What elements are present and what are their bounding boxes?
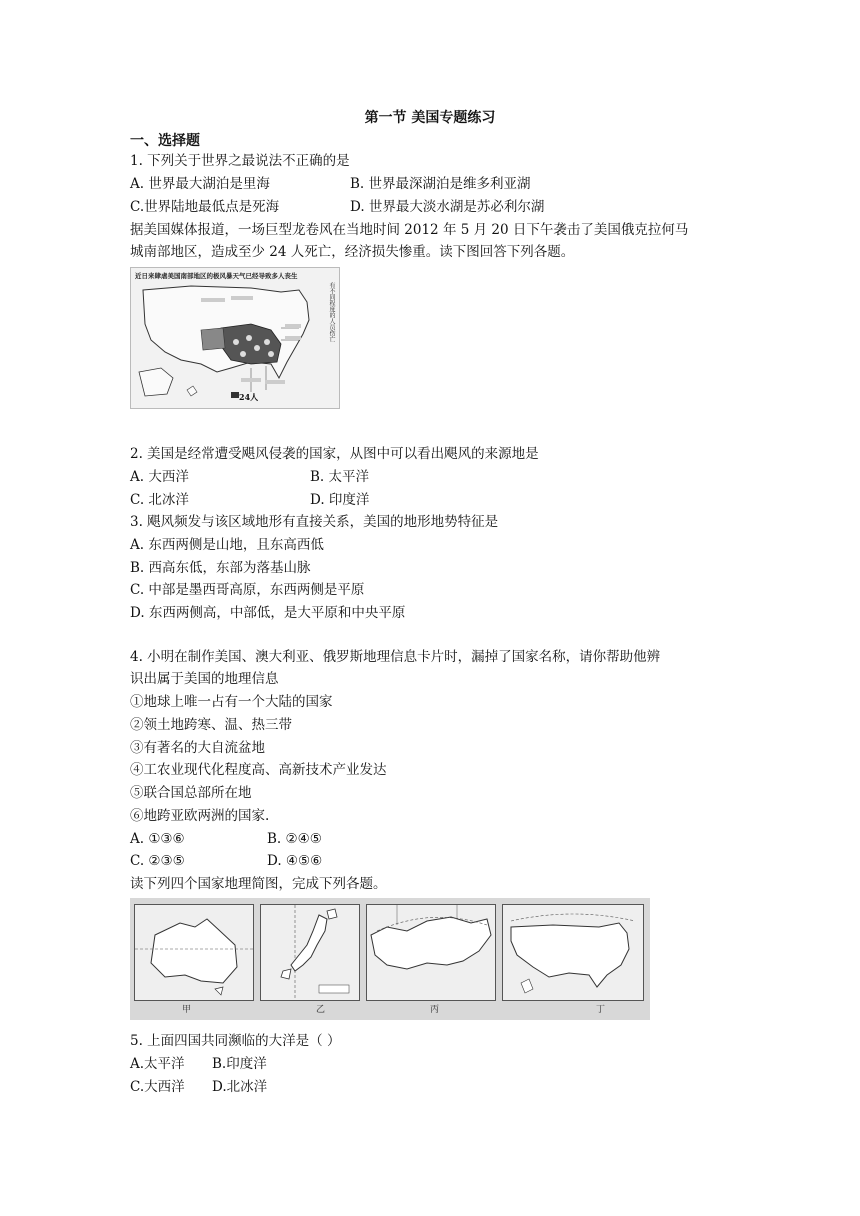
russia-outline [367,905,495,1000]
q1-option-d: D. 世界最大淡水湖是苏必利尔湖 [350,199,545,215]
map-label-jia: 甲 [182,1005,192,1015]
us-map-drawing [131,268,339,408]
q4-item: ④工农业现代化程度高、高新技术产业发达 [130,762,387,778]
q4-option-a: A. ①③⑥ [130,831,185,847]
casualty-count: 24人 [239,392,259,402]
passage-2: 读下列四个国家地理简图，完成下列各题。 [130,876,387,892]
q5-option-a: A.太平洋 [130,1056,185,1072]
q4-option-d: D. ④⑤⑥ [267,853,323,869]
map-russia [366,904,496,1001]
map-label-yi: 乙 [316,1005,326,1015]
question-4-stem-line-1: 4. 小明在制作美国、澳大利亚、俄罗斯地理信息卡片时，漏掉了国家名称，请你帮助他辨 [130,649,661,665]
q5-option-b: B.印度洋 [212,1056,267,1072]
q5-option-d: D.北冰洋 [212,1079,268,1095]
japan-outline [261,905,359,1000]
question-4-stem-line-2: 识出属于美国的地理信息 [130,671,279,687]
q2-option-c: C. 北冰洋 [130,492,189,508]
map-australia [134,904,254,1001]
q4-option-b: B. ②④⑤ [267,831,322,847]
map-label-bing: 丙 [430,1005,440,1015]
q5-option-c: C.大西洋 [130,1079,185,1095]
q2-option-d: D. 印度洋 [310,492,370,508]
q3-option-a: A. 东西两侧是山地，且东高西低 [130,537,324,553]
map-label-ding: 丁 [596,1005,606,1015]
us-tornado-map [130,267,340,409]
page-title: 第一节 美国专题练习 [364,110,496,126]
q4-item: ⑥地跨亚欧两洲的国家. [130,808,270,824]
q3-option-d: D. 东西两侧高，中部低，是大平原和中央平原 [130,605,406,621]
map-japan [260,904,360,1001]
map-caption: 近日来肆虐美国南部地区的极风暴天气已经导致多人丧生 [135,272,298,280]
q4-item: ②领土地跨寒、温、热三带 [130,717,292,733]
q1-option-c: C.世界陆地最低点是死海 [130,199,280,215]
question-3-stem: 3. 飓风频发与该区域地形有直接关系，美国的地形地势特征是 [130,514,499,530]
question-2-stem: 2. 美国是经常遭受飓风侵袭的国家，从图中可以看出飓风的来源地是 [130,446,539,462]
four-country-maps [130,898,650,1020]
q4-item: ①地球上唯一占有一个大陆的国家 [130,694,333,710]
q4-item: ⑤联合国总部所在地 [130,785,252,801]
q4-option-c: C. ②③⑤ [130,853,185,869]
q2-option-b: B. 太平洋 [310,469,370,485]
passage-1-line-1: 据美国媒体报道，一场巨型龙卷风在当地时间 2012 年 5 月 20 日下午袭击了美国俄克拉何马 [130,222,689,238]
question-5-stem: 5. 上面四国共同濒临的大洋是（ ） [130,1033,341,1049]
australia-outline [135,905,253,1000]
usa-outline [503,905,643,1000]
q1-option-b: B. 世界最深湖泊是维多利亚湖 [350,176,531,192]
q1-option-a: A. 世界最大湖泊是里海 [130,176,270,192]
map-usa [502,904,644,1001]
q4-item: ③有著名的大自流盆地 [130,740,265,756]
q2-option-a: A. 大西洋 [130,469,189,485]
map-side-note: 有不同程度的人员伤亡 [328,282,335,342]
q3-option-b: B. 西高东低，东部为落基山脉 [130,560,311,576]
passage-1-line-2: 城南部地区，造成至少 24 人死亡，经济损失惨重。读下图回答下列各题。 [130,244,575,260]
q3-option-c: C. 中部是墨西哥高原，东西两侧是平原 [130,582,365,598]
question-1-stem: 1. 下列关于世界之最说法不正确的是 [130,153,350,169]
section-heading: 一、选择题 [130,133,200,149]
